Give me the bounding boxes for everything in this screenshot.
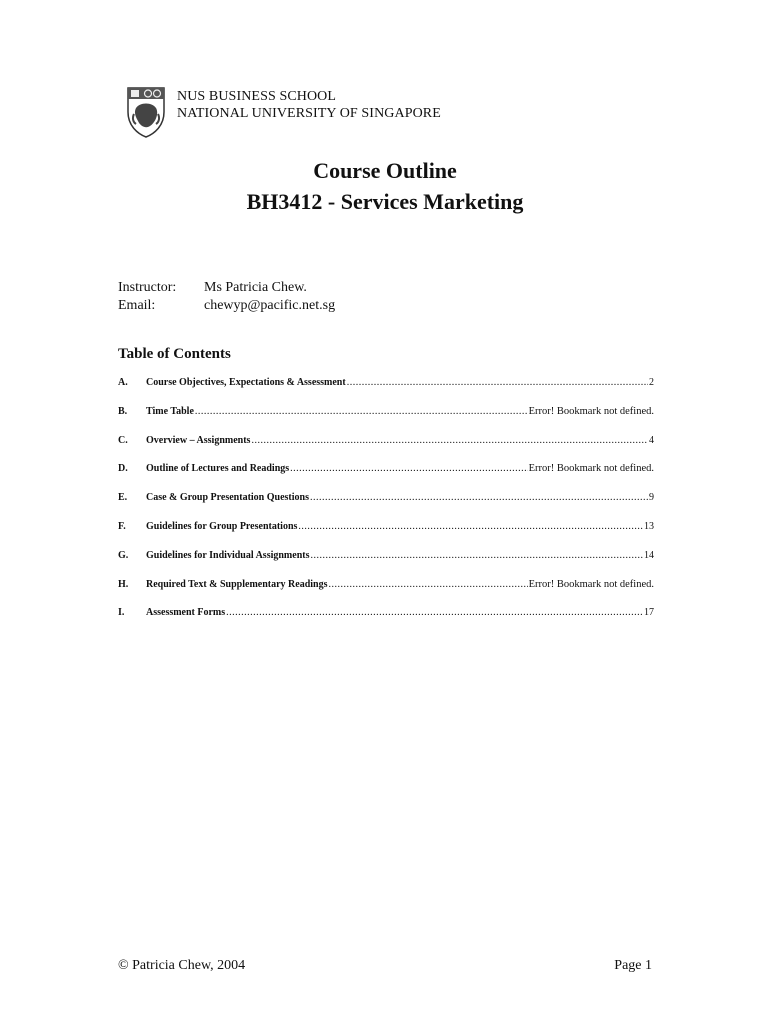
toc-letter: G. xyxy=(118,549,129,561)
toc-entry[interactable] xyxy=(118,406,654,435)
toc-leader xyxy=(310,550,643,561)
toc-entry[interactable] xyxy=(118,579,654,608)
instructor-value: Ms Patricia Chew. xyxy=(204,280,307,295)
toc-letter: H. xyxy=(118,578,129,590)
email-label: Email: xyxy=(118,298,156,313)
toc-title: Assessment Forms xyxy=(146,607,226,619)
toc-page: 13 xyxy=(644,520,654,532)
toc-leader xyxy=(298,521,643,532)
document-title xyxy=(0,155,770,217)
toc-leader xyxy=(251,435,648,446)
toc-title: Course Objectives, Expectations & Assessment xyxy=(146,377,346,388)
toc-leader xyxy=(195,406,528,417)
toc-leader xyxy=(226,607,643,618)
toc-title: Overview – Assignments xyxy=(146,434,251,446)
toc-letter: E. xyxy=(118,492,128,504)
footer-page-number: Page 1 xyxy=(614,958,652,973)
letterhead xyxy=(126,86,526,142)
toc-page: 17 xyxy=(644,607,654,619)
toc-page: 9 xyxy=(649,492,654,504)
toc-entry[interactable] xyxy=(118,607,654,636)
university-name: NATIONAL UNIVERSITY OF SINGAPORE xyxy=(177,106,441,121)
table-of-contents xyxy=(118,377,654,636)
toc-title: Guidelines for Group Presentations xyxy=(146,520,298,532)
toc-letter: D. xyxy=(118,463,128,475)
footer-copyright: © Patricia Chew, 2004 xyxy=(118,958,246,973)
instructor-label: Instructor: xyxy=(118,280,177,295)
toc-page: 2 xyxy=(649,377,654,388)
toc-title: Guidelines for Individual Assignments xyxy=(146,549,310,561)
toc-page: Error! Bookmark not defined. xyxy=(528,405,654,417)
toc-leader xyxy=(347,377,648,388)
toc-page: 4 xyxy=(649,434,654,446)
toc-entry[interactable] xyxy=(118,521,654,550)
page-footer xyxy=(118,958,652,974)
toc-heading: Table of Contents xyxy=(118,346,231,362)
toc-page: 14 xyxy=(644,549,654,561)
title-line-1: Course Outline xyxy=(313,158,457,183)
toc-leader xyxy=(290,463,527,474)
toc-letter: I. xyxy=(118,607,125,619)
toc-entry[interactable] xyxy=(118,435,654,464)
nus-crest-icon xyxy=(126,86,166,138)
toc-entry[interactable] xyxy=(118,550,654,579)
title-line-2: BH3412 - Services Marketing xyxy=(246,189,524,214)
toc-title: Case & Group Presentation Questions xyxy=(146,492,309,504)
toc-leader xyxy=(329,579,528,590)
toc-title: Required Text & Supplementary Readings xyxy=(146,578,328,590)
toc-page: Error! Bookmark not defined. xyxy=(528,463,654,475)
toc-letter: F. xyxy=(118,520,126,532)
instructor-info xyxy=(118,279,335,315)
toc-title: Time Table xyxy=(146,405,194,417)
toc-page: Error! Bookmark not defined. xyxy=(528,578,654,590)
toc-letter: B. xyxy=(118,405,128,417)
email-value: chewyp@pacific.net.sg xyxy=(204,298,336,313)
toc-leader xyxy=(310,492,648,503)
toc-letter: A. xyxy=(118,377,128,388)
toc-letter: C. xyxy=(118,434,128,446)
toc-entry[interactable] xyxy=(118,377,654,406)
school-name: NUS BUSINESS SCHOOL xyxy=(177,89,337,104)
toc-title: Outline of Lectures and Readings xyxy=(146,463,290,475)
toc-entry[interactable] xyxy=(118,492,654,521)
toc-entry[interactable] xyxy=(118,463,654,492)
